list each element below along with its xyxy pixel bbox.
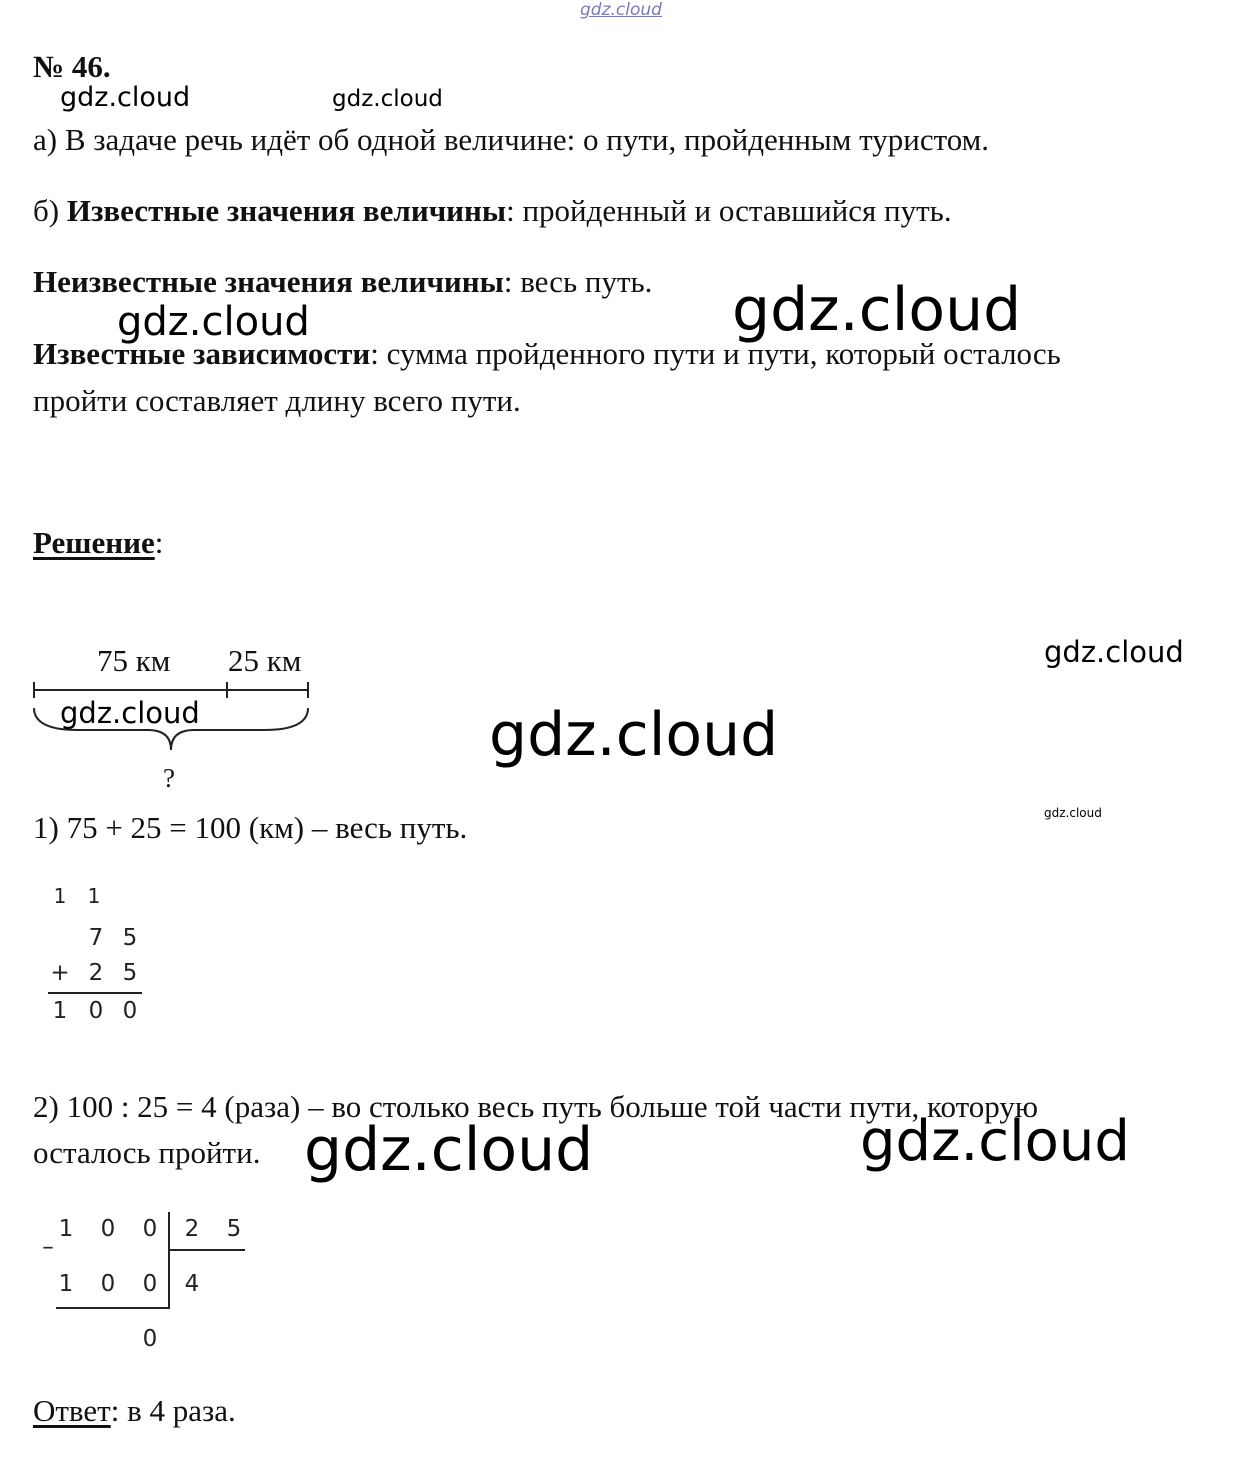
subtrahend-digit: 0 <box>142 1271 158 1297</box>
known-values-text: : пройденный и оставшийся путь. <box>506 193 952 228</box>
solution-heading <box>33 520 163 566</box>
carry-digit: 1 <box>53 884 67 908</box>
minus-sign: – <box>42 1234 54 1260</box>
step-1: 1) 75 + 25 = 100 (км) – весь путь. <box>33 810 468 845</box>
watermark-top: gdz.cloud <box>580 0 662 20</box>
divisor-line <box>169 1249 245 1251</box>
known-values-label: Известные значения величины <box>66 193 507 228</box>
watermark: gdz.cloud <box>117 299 310 345</box>
unknown-values-text: : весь путь. <box>503 264 653 299</box>
dependencies-line-1 <box>33 331 1061 377</box>
watermark: gdz.cloud <box>860 1109 1130 1174</box>
segment-question: ? <box>163 763 175 793</box>
segment-label-75: 75 км <box>97 643 171 678</box>
dependencies-line-2: пройти составляет длину всего пути. <box>33 383 521 418</box>
watermark: gdz.cloud <box>304 1115 594 1185</box>
dividend-digit: 0 <box>142 1216 158 1242</box>
sum-digit: 1 <box>52 998 68 1024</box>
answer-line <box>33 1388 236 1434</box>
dividend-digit: 1 <box>58 1216 74 1242</box>
watermark: gdz.cloud <box>732 275 1022 345</box>
remainder-line <box>56 1307 170 1309</box>
dividend-digit: 0 <box>100 1216 116 1242</box>
division-vertical-line <box>168 1212 170 1308</box>
answer-label: Ответ <box>33 1393 111 1428</box>
sum-line <box>48 992 142 994</box>
solution-heading-label: Решение <box>33 525 155 560</box>
step-2-line-2: осталось пройти. <box>33 1135 261 1170</box>
solution-heading-colon: : <box>154 525 164 560</box>
part-a-text: а) В задаче речь идёт об одной величине: о пути, пройденным туристом. <box>33 122 990 157</box>
segment-label-25: 25 км <box>228 643 302 678</box>
answer-text: : в 4 раза. <box>110 1393 236 1428</box>
part-b-prefix: б) <box>33 193 67 228</box>
carry-digit: 1 <box>87 884 101 908</box>
dependencies-text: : сумма пройденного пути и пути, который осталось <box>370 336 1061 371</box>
plus-sign: + <box>50 960 70 986</box>
addend-2-digit: 5 <box>122 960 138 986</box>
divisor-digit: 5 <box>226 1216 242 1242</box>
sum-digit: 0 <box>88 998 104 1024</box>
task-number: № 46. <box>33 49 111 84</box>
quotient-digit: 4 <box>184 1271 200 1297</box>
watermark: gdz.cloud <box>1044 635 1184 669</box>
addend-1-digit: 7 <box>88 925 104 951</box>
dependencies-label: Известные зависимости <box>33 336 371 371</box>
watermark: gdz.cloud <box>1044 806 1102 820</box>
subtrahend-digit: 0 <box>100 1271 116 1297</box>
watermark: gdz.cloud <box>489 700 779 770</box>
divisor-digit: 2 <box>184 1216 200 1242</box>
addend-2-digit: 2 <box>88 960 104 986</box>
watermark: gdz.cloud <box>332 86 443 112</box>
watermark: gdz.cloud <box>60 696 200 730</box>
watermark: gdz.cloud <box>60 82 191 113</box>
unknown-values-label: Неизвестные значения величины <box>33 264 504 299</box>
remainder-digit: 0 <box>142 1326 158 1352</box>
sum-digit: 0 <box>122 998 138 1024</box>
step-2-line-1: 2) 100 : 25 = 4 (раза) – во столько весь путь больше той части пути, которую <box>33 1089 1039 1124</box>
addend-1-digit: 5 <box>122 925 138 951</box>
subtrahend-digit: 1 <box>58 1271 74 1297</box>
part-b-line <box>33 188 952 234</box>
